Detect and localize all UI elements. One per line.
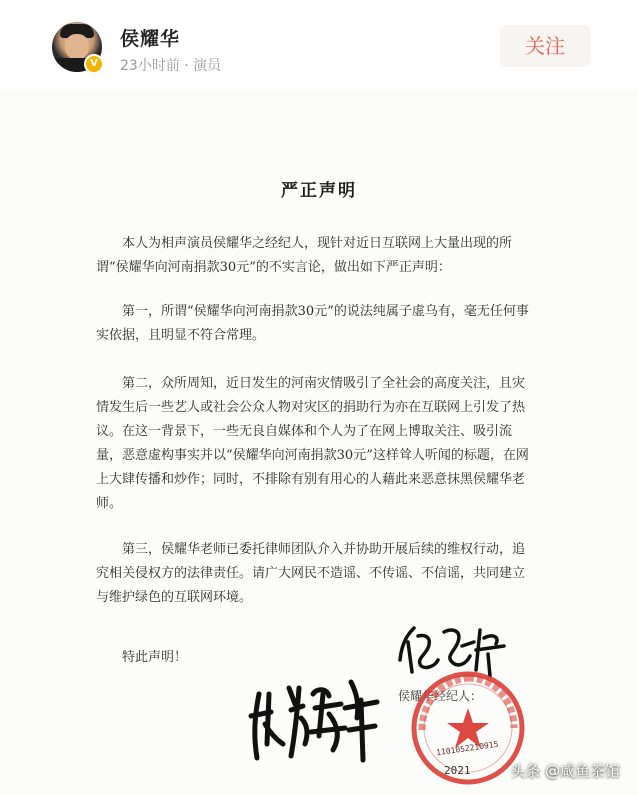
- post-header: [0, 0, 638, 90]
- statement-paragraph: 本人为相声演员侯耀华之经纪人，现针对近日互联网上大量出现的所谓“侯耀华向河南捐款30元”的不实言论，做出如下严正声明：: [96, 236, 513, 275]
- statement-image[interactable]: [0, 90, 638, 795]
- verified-badge-icon: V: [84, 54, 104, 74]
- avatar-face: [65, 34, 89, 60]
- statement-paragraph: 第一，所谓“侯耀华向河南捐款30元”的说法纯属子虚乌有，毫无任何事实依据，且明显不符合常理。: [96, 304, 529, 343]
- host-signature: [245, 674, 385, 764]
- statement-title: 严正声明: [281, 181, 357, 201]
- seal-code: 1101052210915: [435, 739, 499, 758]
- statement-paragraph: 第二，众所周知，近日发生的河南灾情吸引了全社会的高度关注，且灾情发生后一些艺人或社会公众人物对灾区的捐助行为亦在互联网上引发了热议。在这一背景下，一些无良自媒体和个人为了在网上博取关注、吸引流量，恶意虚构事实并以“侯耀华向河南捐款30元”这样耸人听闻的标题，在网上大肆传播和炒作；同时，不排除有别有用心的人藉此来恶意抹黑侯耀华老师。: [96, 376, 529, 511]
- follow-button[interactable]: 关注: [500, 25, 590, 67]
- source-watermark: 头条 @咸鱼茶馆: [510, 762, 620, 780]
- agent-label: 侯耀华经纪人：: [398, 689, 483, 703]
- statement-closing: 特此声明！: [122, 650, 188, 665]
- post-meta: 23小时前 · 演员: [120, 58, 222, 74]
- statement-date: 2021: [444, 764, 471, 777]
- statement-paragraph: 第三，侯耀华老师已委托律师团队介入并协助开展后续的维权行动，追究相关侵权方的法律责任。请广大网民不造谣、不传谣、不信谣，共同建立与维护绿色的互联网环境。: [96, 542, 526, 605]
- author-name[interactable]: 侯耀华: [120, 28, 181, 50]
